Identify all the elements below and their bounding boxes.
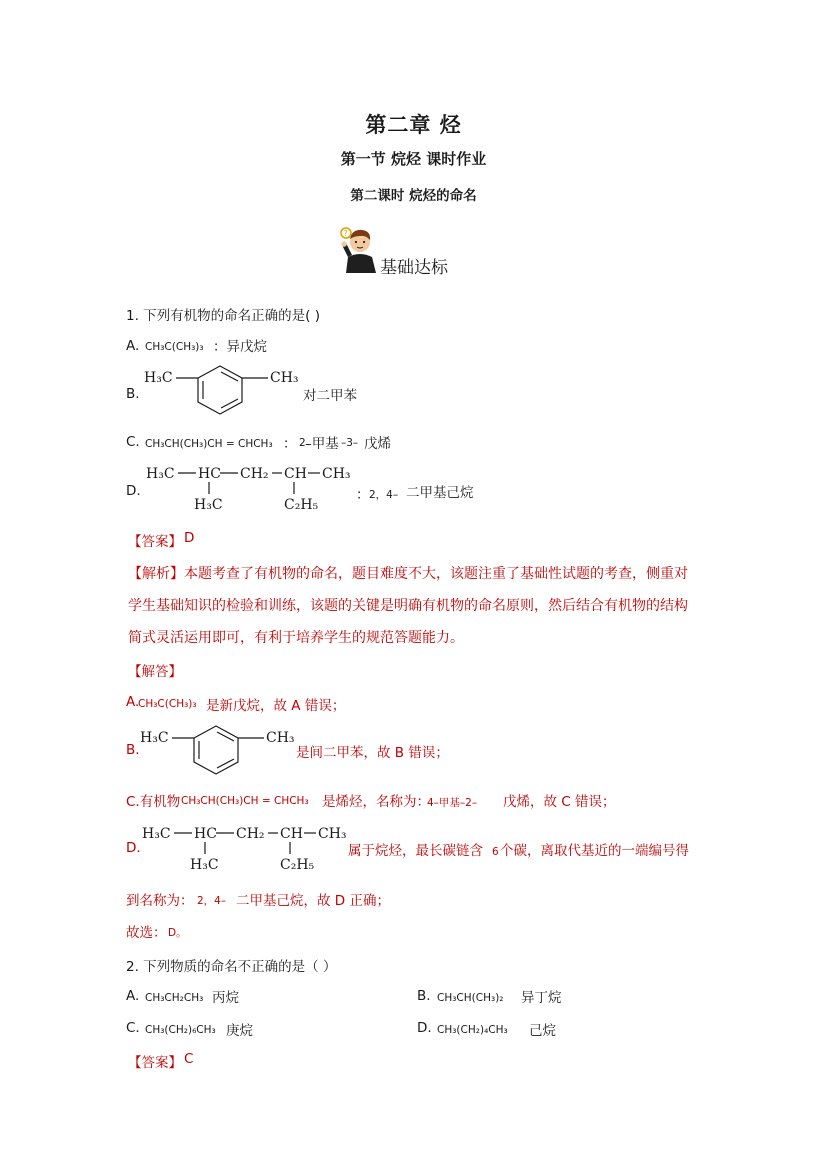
q1-c-label: C. (126, 434, 140, 450)
q1-d-name-1: ： (356, 487, 370, 503)
sol-a-formula: CH₃C(CH₃)₃ (138, 698, 197, 710)
svg-text:?: ? (343, 229, 348, 238)
chapter-title: 第二章 烃 (365, 112, 462, 137)
struct-h3c: H₃C (194, 497, 223, 513)
q1-a-formula: CH₃C(CH₃)₃ (145, 341, 204, 353)
meta-xylene-structure-q1 (140, 358, 305, 420)
struct-h3c: H₃C (144, 370, 173, 386)
struct-ch2: CH₂ (236, 826, 265, 842)
sol-d-text-3: 个碳，离取代基近的一端编号得 (500, 843, 689, 859)
q1-c-name-1: ： (283, 436, 297, 452)
q1-c-name-2: 2 (299, 437, 306, 449)
sol-d-text-6: 二甲基己烷，故 D 正确； (236, 893, 390, 909)
q2-answer-tag: 【答案】 (128, 1055, 182, 1071)
q2-answer-value: C (184, 1051, 194, 1067)
sol-b-text: 是间二甲苯，故 B 错误； (296, 745, 449, 761)
sol-c-text-3: 戊烯，故 C 错误； (503, 794, 616, 810)
struct-c2h5: C₂H₅ (284, 497, 319, 513)
struct-ch3: CH₃ (266, 730, 295, 746)
dimethylhexane-structure-solution (140, 818, 355, 876)
q1-c-name-3: –甲基 (305, 436, 339, 452)
q2-d-label: D. (417, 1020, 432, 1036)
struct-ch3: CH₃ (270, 370, 299, 386)
meta-xylene-structure-solution (136, 718, 301, 780)
analysis-line-1: 本题考查了有机物的命名，题目难度不大，该题注重了基础性试题的考查，侧重对 (184, 566, 688, 582)
struct-h3c: H₃C (140, 730, 169, 746)
q2-b-formula: CH₃CH(CH₃)₂ (437, 992, 504, 1004)
q1-stem: 1. 下列有机物的命名正确的是( ) (126, 308, 320, 324)
struct-c2h5: C₂H₅ (280, 857, 315, 873)
analysis-line-3: 简式灵活运用即可，有利于培养学生的规范答题能力。 (128, 630, 464, 646)
q2-d-name: 己烷 (529, 1023, 556, 1039)
struct-ch2: CH₂ (240, 466, 269, 482)
q2-c-formula: CH₃(CH₂)₆CH₃ (145, 1024, 216, 1036)
q1-b-name: 对二甲苯 (303, 388, 357, 404)
q2-d-formula: CH₃(CH₂)₄CH₃ (437, 1024, 508, 1036)
analysis-tag: 【解析】 (128, 566, 184, 582)
sol-a-label: A. (126, 694, 140, 710)
sol-c-text-1: 是烯烃，名称为： (322, 794, 430, 810)
struct-ch: CH (284, 466, 307, 482)
q2-c-label: C. (126, 1020, 140, 1036)
q2-a-formula: CH₃CH₂CH₃ (145, 992, 204, 1004)
badge-label: 基础达标 (380, 258, 448, 278)
q1-analysis (128, 558, 703, 654)
struct-h3c: H₃C (146, 466, 175, 482)
choose-answer: D。 (168, 927, 187, 939)
q1-a-label: A. (126, 338, 140, 354)
q1-c-formula: CH₃CH(CH₃)CH = CHCH₃ (145, 438, 273, 450)
choose-text: 故选： (126, 925, 167, 941)
q2-c-name: 庚烷 (226, 1023, 253, 1039)
thinking-student-icon (338, 225, 380, 273)
q2-b-name: 异丁烷 (521, 990, 562, 1006)
struct-ch: CH (280, 826, 303, 842)
sol-d-text-4: 到名称为： (126, 893, 194, 909)
struct-h3c: H₃C (190, 857, 219, 873)
sol-a-text: 是新戊烷，故 A 错误； (206, 698, 346, 714)
q2-b-label: B. (417, 988, 431, 1004)
sol-b-label: B. (126, 742, 140, 758)
sol-c-formula: CH₃CH(CH₃)CH = CHCH₃ (181, 795, 309, 807)
section-badge (338, 225, 448, 278)
q1-d-name-2: 2，4– (369, 489, 399, 501)
q2-stem: 2. 下列物质的命名不正确的是（ ） (126, 959, 337, 975)
sol-d-text-1: 属于烷烃，最长碳链含 (348, 843, 483, 859)
lesson-title: 第二课时 烷烃的命名 (350, 188, 477, 204)
q1-d-name-3: 二甲基己烷 (406, 485, 474, 501)
q1-answer-tag: 【答案】 (128, 534, 182, 550)
q1-a-name: ：异戊烷 (213, 339, 267, 355)
struct-hc: HC (198, 466, 221, 482)
q1-c-name-5: 戊烯 (364, 436, 391, 452)
q2-a-label: A. (126, 988, 140, 1004)
struct-ch3: CH₃ (318, 826, 347, 842)
struct-h3c: H₃C (142, 826, 171, 842)
sol-d-text-5: 2，4– (197, 895, 227, 907)
q2-a-name: 丙烷 (212, 990, 239, 1006)
q1-b-label: B. (126, 386, 140, 402)
struct-ch3: CH₃ (322, 466, 351, 482)
q1-answer-value: D (184, 530, 195, 546)
q1-c-name-4: –3– (341, 437, 359, 449)
analysis-line-2: 学生基础知识的检验和训练，该题的关键是明确有机物的命名原则，然后结合有机物的结构 (128, 598, 688, 614)
struct-hc: HC (194, 826, 217, 842)
section-title: 第一节 烷烃 课时作业 (340, 150, 487, 168)
q1-solution-tag: 【解答】 (128, 664, 182, 680)
sol-d-text-2: 6 (492, 846, 499, 858)
sol-d-label: D. (126, 840, 141, 856)
q1-d-label: D. (126, 483, 141, 499)
sol-c-label: C.有机物 (126, 794, 181, 810)
sol-c-text-2: 4–甲基–2– (427, 797, 478, 809)
dimethylhexane-structure-q1 (144, 458, 359, 516)
